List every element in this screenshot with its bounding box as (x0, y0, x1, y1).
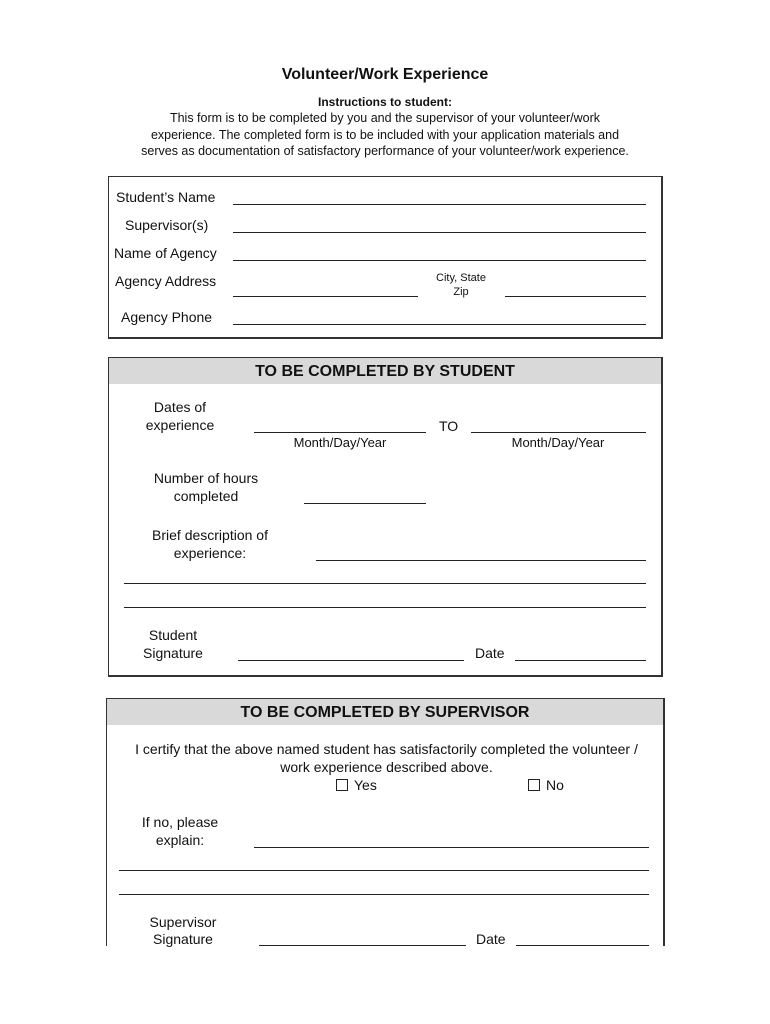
supervisor-signature-label-line-1: Supervisor (149, 914, 217, 930)
instructions-heading: Instructions to student: (318, 95, 452, 109)
supervisor-signature-field[interactable] (259, 945, 466, 946)
form-title: Volunteer/Work Experience (281, 66, 489, 83)
dates-label-line-1: Dates of (153, 399, 207, 415)
agency-address-field[interactable] (233, 296, 418, 297)
explain-field-line-1[interactable] (254, 847, 649, 848)
student-date-label: Date (475, 645, 505, 661)
supervisor-section (106, 698, 665, 946)
yes-checkbox[interactable] (336, 779, 348, 791)
supervisor-date-label: Date (476, 931, 506, 947)
student-signature-label-line-2: Signature (143, 645, 203, 661)
dates-label-line-2: experience (145, 417, 215, 433)
end-date-field[interactable] (471, 432, 646, 433)
no-checkbox[interactable] (528, 779, 540, 791)
supervisor-signature-label-line-2: Signature (153, 931, 213, 947)
certify-line-2: work experience described above. (280, 759, 493, 775)
yes-option[interactable] (336, 776, 377, 794)
supervisors-field[interactable] (233, 232, 646, 233)
description-field-line-2[interactable] (124, 583, 646, 584)
hours-label-line-2: completed (173, 488, 239, 504)
student-name-field[interactable] (233, 204, 646, 205)
student-section (108, 357, 663, 677)
explain-label-line-2: explain: (155, 832, 205, 848)
certify-line-1: I certify that the above named student has satisfactorily completed the volunteer / (135, 741, 638, 757)
supervisor-date-field[interactable] (516, 945, 649, 946)
agency-zip-field[interactable] (505, 296, 646, 297)
instructions-line-2: experience. The completed form is to be included with your application materials and (150, 128, 620, 142)
student-signature-field[interactable] (238, 660, 464, 661)
description-label-line-2: experience: (173, 545, 247, 561)
explain-label-line-1: If no, please (141, 814, 219, 830)
agency-phone-field[interactable] (233, 324, 646, 325)
student-name-label: Student’s Name (116, 189, 216, 205)
agency-name-field[interactable] (233, 260, 646, 261)
instructions-line-1: This form is to be completed by you and the supervisor of your volunteer/work (169, 111, 601, 125)
no-label: No (546, 777, 564, 793)
student-signature-label-line-1: Student (148, 627, 198, 643)
supervisor-section-header: TO BE COMPLETED BY SUPERVISOR (107, 699, 663, 725)
start-date-field[interactable] (254, 432, 426, 433)
zip-caption: Zip (453, 286, 469, 298)
explain-field-line-2[interactable] (119, 870, 649, 871)
end-date-format: Month/Day/Year (511, 435, 605, 450)
yes-label: Yes (354, 777, 377, 793)
student-section-header: TO BE COMPLETED BY STUDENT (109, 358, 661, 384)
description-label-line-1: Brief description of (152, 527, 268, 543)
student-date-field[interactable] (515, 660, 646, 661)
info-section (108, 176, 663, 339)
agency-name-label: Name of Agency (114, 245, 217, 261)
agency-address-label: Agency Address (115, 273, 217, 289)
to-label: TO (439, 418, 459, 434)
explain-field-line-3[interactable] (119, 894, 649, 895)
supervisors-label: Supervisor(s) (125, 217, 209, 233)
no-option[interactable] (528, 776, 564, 794)
hours-field[interactable] (304, 503, 426, 504)
description-field-line-3[interactable] (124, 607, 646, 608)
agency-phone-label: Agency Phone (121, 309, 213, 325)
description-field-line-1[interactable] (316, 560, 646, 561)
start-date-format: Month/Day/Year (293, 435, 387, 450)
instructions-line-3: serves as documentation of satisfactory performance of your volunteer/work experience. (141, 144, 629, 158)
city-state-caption: City, State (436, 272, 486, 284)
hours-label-line-1: Number of hours (153, 470, 259, 486)
